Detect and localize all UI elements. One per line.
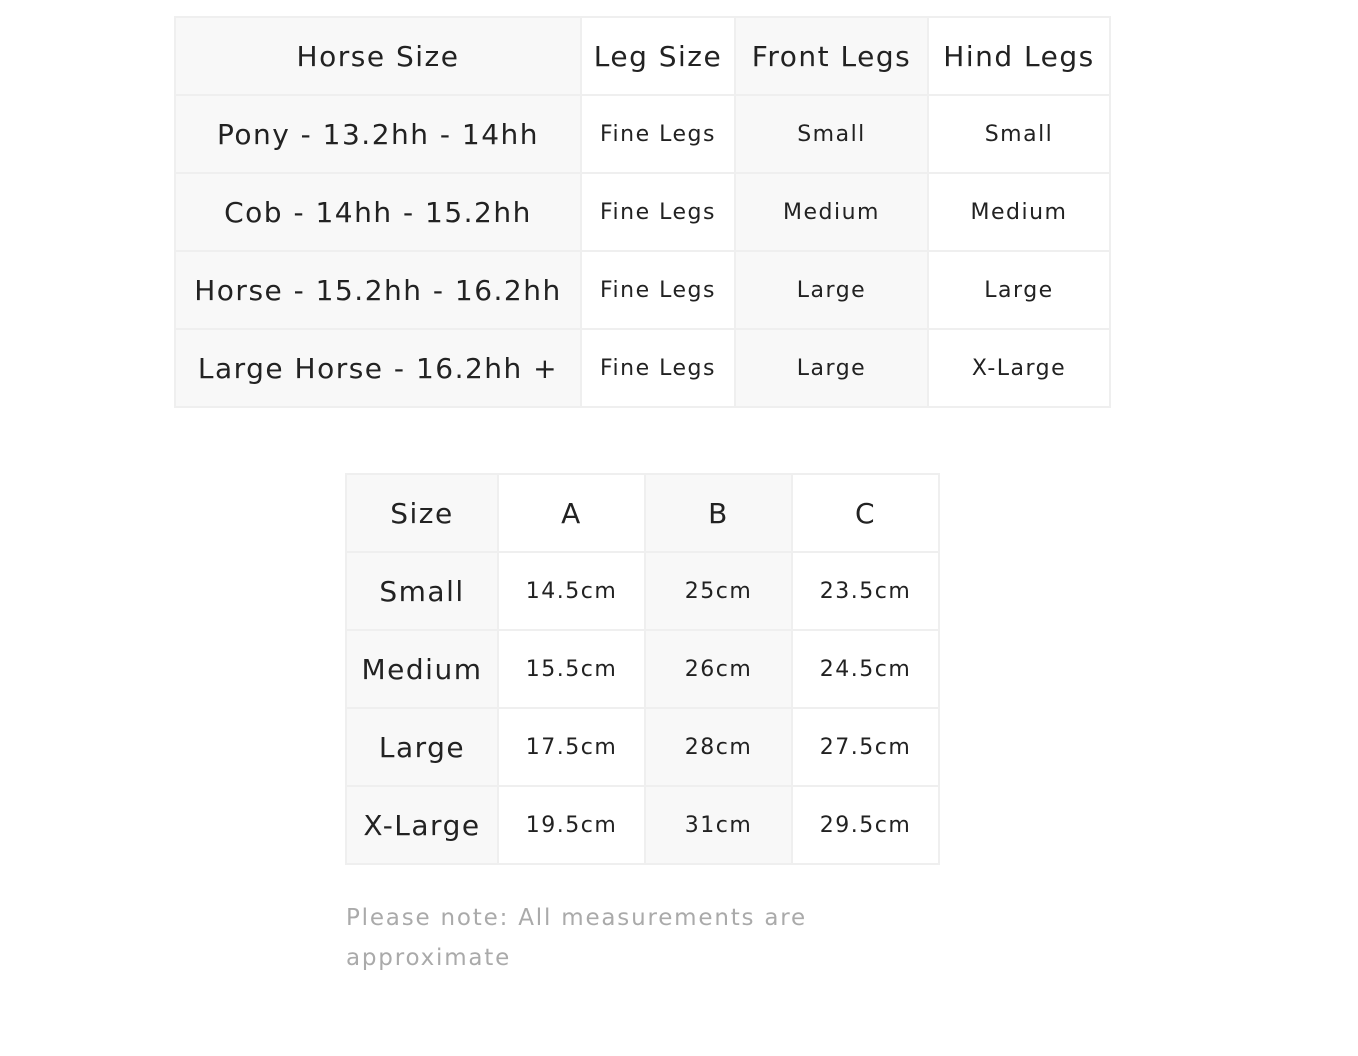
table-header-row: [175, 17, 1110, 95]
cell-b: 31cm: [645, 786, 792, 864]
header-c: C: [792, 474, 939, 552]
cell-front-legs: Large: [735, 251, 928, 329]
table-row: [346, 552, 939, 630]
cell-hind-legs: X-Large: [928, 329, 1110, 407]
cell-horse-size: Pony - 13.2hh - 14hh: [175, 95, 581, 173]
header-size: Size: [346, 474, 498, 552]
table-header-row: [346, 474, 939, 552]
table-row: [346, 708, 939, 786]
measurement-table: [345, 473, 940, 865]
cell-size: Small: [346, 552, 498, 630]
cell-front-legs: Medium: [735, 173, 928, 251]
cell-a: 15.5cm: [498, 630, 645, 708]
measurement-note: Please note: All measurements are approximate: [346, 905, 808, 971]
header-b: B: [645, 474, 792, 552]
header-front-legs: Front Legs: [735, 17, 928, 95]
header-hind-legs: Hind Legs: [928, 17, 1110, 95]
cell-leg-size: Fine Legs: [581, 329, 735, 407]
cell-horse-size: Large Horse - 16.2hh +: [175, 329, 581, 407]
cell-leg-size: Fine Legs: [581, 251, 735, 329]
cell-leg-size: Fine Legs: [581, 95, 735, 173]
table-row: [175, 329, 1110, 407]
cell-b: 26cm: [645, 630, 792, 708]
cell-size: Large: [346, 708, 498, 786]
cell-front-legs: Large: [735, 329, 928, 407]
table-row: [175, 173, 1110, 251]
cell-front-legs: Small: [735, 95, 928, 173]
cell-a: 14.5cm: [498, 552, 645, 630]
cell-c: 27.5cm: [792, 708, 939, 786]
table-row: [346, 786, 939, 864]
cell-hind-legs: Large: [928, 251, 1110, 329]
cell-horse-size: Cob - 14hh - 15.2hh: [175, 173, 581, 251]
cell-a: 19.5cm: [498, 786, 645, 864]
horse-size-table: [174, 16, 1111, 408]
header-horse-size: Horse Size: [175, 17, 581, 95]
header-a: A: [498, 474, 645, 552]
cell-c: 24.5cm: [792, 630, 939, 708]
cell-b: 25cm: [645, 552, 792, 630]
cell-leg-size: Fine Legs: [581, 173, 735, 251]
cell-hind-legs: Small: [928, 95, 1110, 173]
header-leg-size: Leg Size: [581, 17, 735, 95]
cell-c: 29.5cm: [792, 786, 939, 864]
cell-horse-size: Horse - 15.2hh - 16.2hh: [175, 251, 581, 329]
cell-b: 28cm: [645, 708, 792, 786]
cell-size: Medium: [346, 630, 498, 708]
cell-hind-legs: Medium: [928, 173, 1110, 251]
table-row: [175, 251, 1110, 329]
cell-c: 23.5cm: [792, 552, 939, 630]
table-row: [346, 630, 939, 708]
table-row: [175, 95, 1110, 173]
cell-a: 17.5cm: [498, 708, 645, 786]
cell-size: X-Large: [346, 786, 498, 864]
